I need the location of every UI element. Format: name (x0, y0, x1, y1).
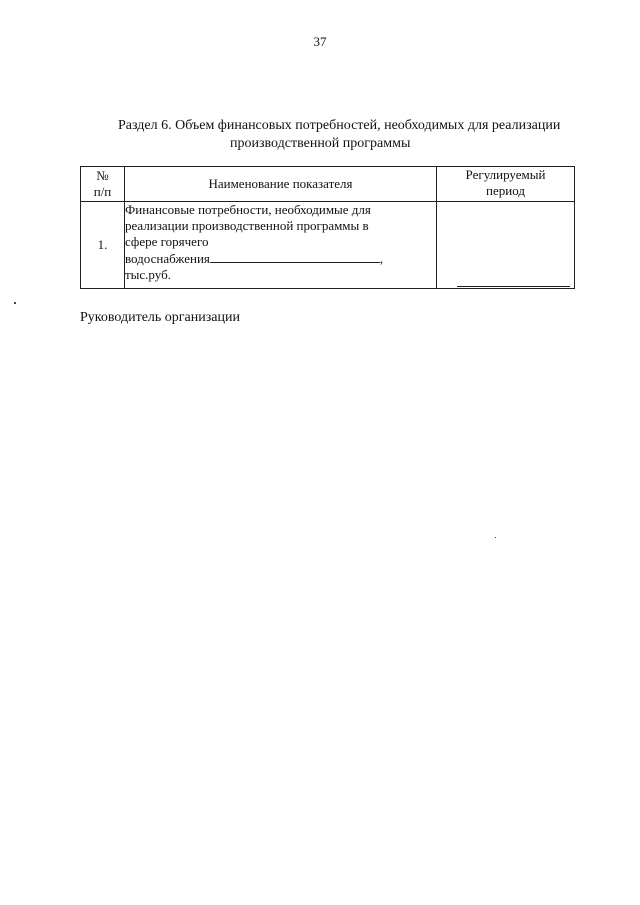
header-indicator-name: Наименование показателя (125, 167, 437, 202)
page-number: 37 (313, 34, 327, 49)
period-fill-line (457, 285, 570, 287)
row-number: 1. (81, 202, 125, 289)
row-name-line2: реализации производственной программы в (125, 218, 369, 233)
header-number (81, 167, 125, 202)
signature-label: Руководитель организации (80, 310, 240, 325)
header-period-line1: Регулируемый (465, 167, 546, 182)
section-title (118, 117, 598, 153)
table-header-row (81, 167, 575, 202)
section-title-line2: производственной программы (230, 136, 411, 151)
header-number-symbol: № (96, 168, 109, 183)
scan-speck (14, 302, 16, 304)
financial-needs-table (80, 166, 575, 289)
section-title-line1: Раздел 6. Объем финансовых потребностей, необходимых для реализации (118, 118, 561, 133)
row-name-line4: водоснабжения (125, 251, 210, 266)
row-name-line3: сфере горячего (125, 234, 209, 249)
row-name-line4-suffix: , (379, 251, 384, 266)
blank-fill-line (210, 250, 380, 263)
row-indicator-name (125, 202, 437, 289)
header-period-line2: период (486, 183, 525, 198)
row-period-value (437, 202, 575, 289)
header-regulated-period (437, 167, 575, 202)
table-row (81, 202, 575, 289)
header-number-abbrev: п/п (93, 184, 112, 199)
scan-speck (495, 537, 496, 538)
row-name-line1: Финансовые потребности, необходимые для (125, 202, 371, 217)
row-name-line5: тыс.руб. (125, 267, 171, 282)
